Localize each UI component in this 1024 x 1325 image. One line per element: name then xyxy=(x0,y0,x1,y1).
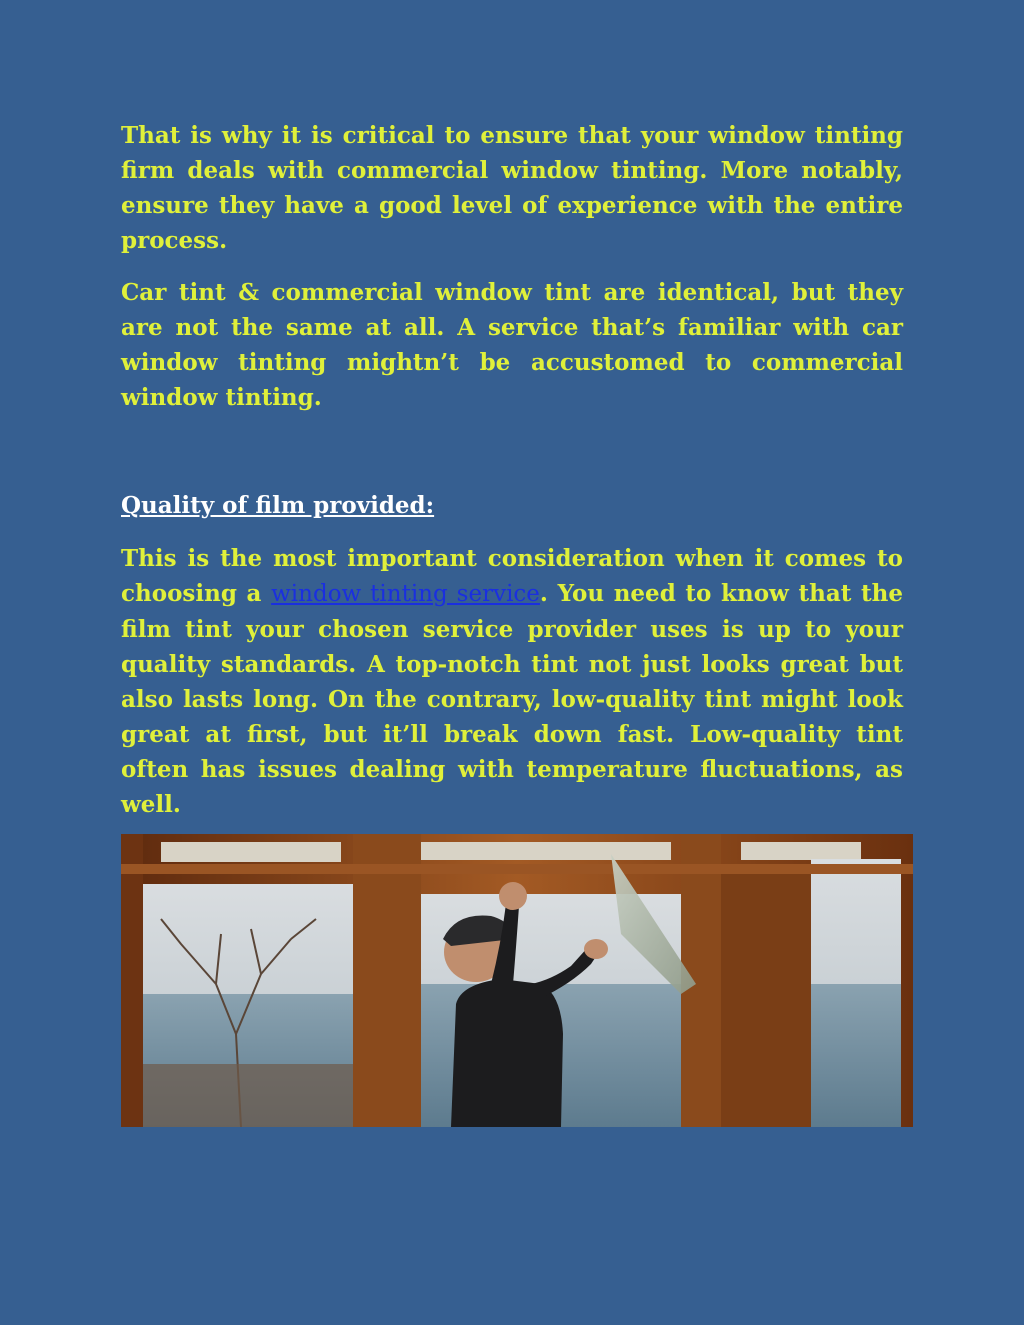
document-body xyxy=(121,118,903,822)
window-tinting-service-link[interactable]: window tinting service xyxy=(271,581,540,607)
photo-illustration xyxy=(121,834,913,1127)
paragraph-film-quality xyxy=(121,541,903,822)
paragraph-text-before-link: This is the most important consideration when it comes to choosing a xyxy=(121,545,903,607)
paragraph-text-after-link: . You need to know that the film tint your chosen service provider uses is up to your quality standards. A top-notch tint not just looks great but also lasts long. On the contrary, low-quality tint might look great at first, but it’ll break down fast. Low-quality tint often has issues dealing with temperature fluctuations, as well. xyxy=(121,580,903,818)
paragraph-car-vs-commercial: Car tint & commercial window tint are identical, but they are not the same at all. A service that’s familiar with car window tinting mightn’t be accustomed to commercial window tinting. xyxy=(121,279,903,411)
section-heading-quality: Quality of film provided: xyxy=(121,492,435,519)
paragraph-commercial-experience: That is why it is critical to ensure that your window tinting firm deals with commercial window tinting. More notably, ensure they have a good level of experience with the entire process. xyxy=(121,122,903,254)
window-tinting-photo xyxy=(121,834,913,1127)
